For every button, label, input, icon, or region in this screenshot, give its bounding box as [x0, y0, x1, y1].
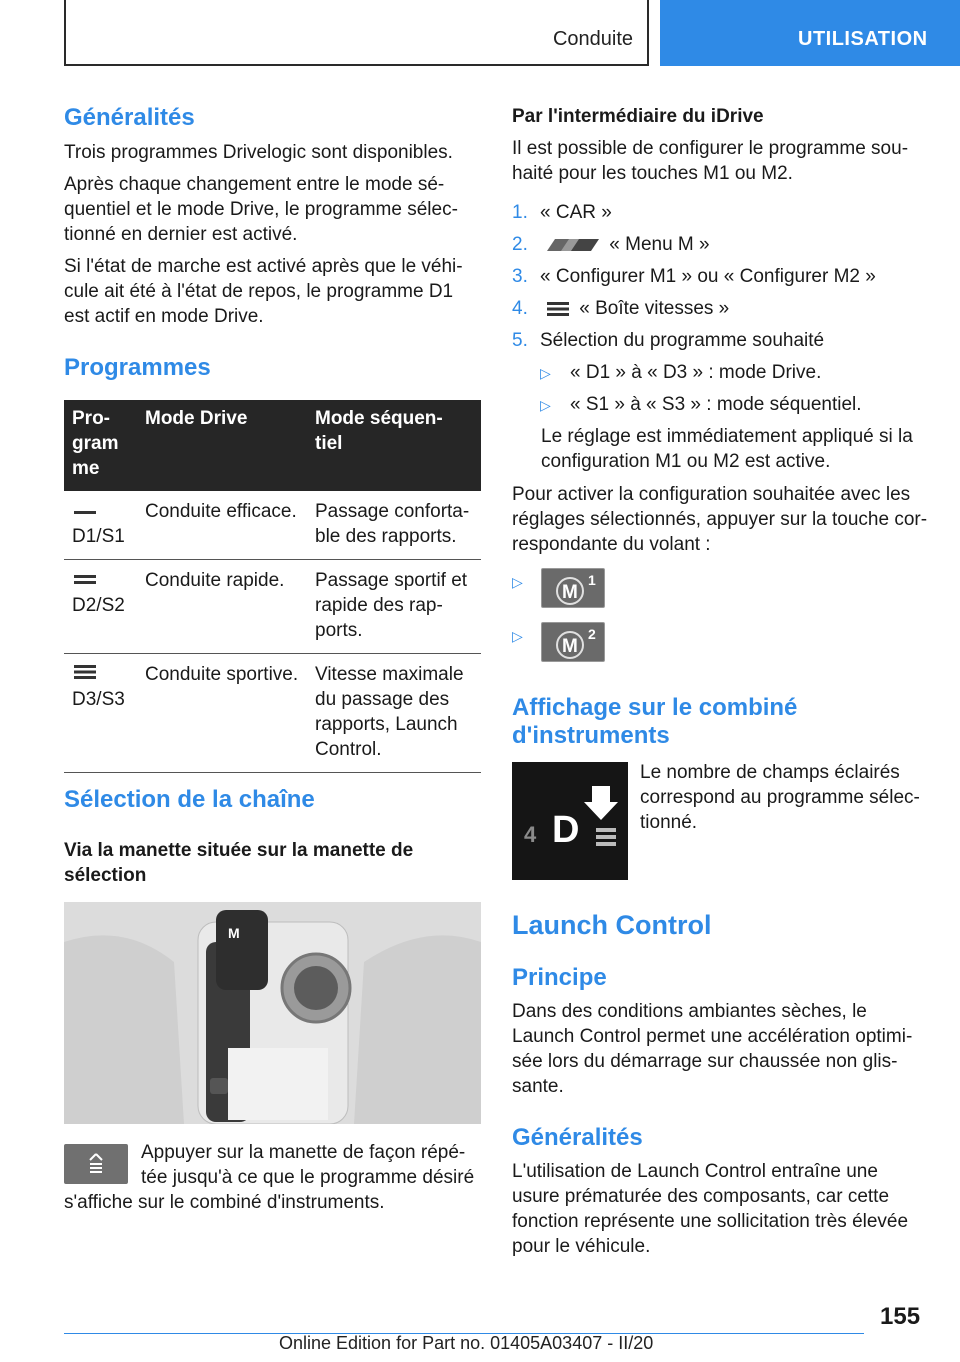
step-1: 1. « CAR » — [512, 202, 612, 223]
section-tab — [660, 0, 960, 66]
paragraph-intro: Trois programmes Drivelogic sont disponibles. — [64, 142, 453, 163]
m2-button — [541, 622, 605, 662]
activer-text: Pour activer la configuration souhaitée avec les réglages sélectionnés, appuyer sur la touche cor- respondante du volant : — [512, 484, 928, 555]
page-number: 155 — [880, 1303, 921, 1330]
svg-text:1: 1 — [588, 572, 596, 588]
section-title: UTILISATION — [798, 28, 928, 50]
programmes-heading: Programmes — [64, 354, 211, 381]
table-row — [64, 654, 481, 773]
step-5: 5. Sélection du programme souhaité — [512, 330, 825, 351]
principe-heading: Principe — [512, 964, 607, 991]
drivelogic-2-icon — [72, 570, 98, 586]
drive-cell: Conduite efficace. — [137, 491, 307, 560]
svg-text:D: D — [552, 809, 580, 851]
drivelogic-1-icon — [72, 501, 98, 517]
header-chapter-box — [64, 0, 649, 66]
substep-sequentiel: ▷ « S1 » à « S3 » : mode séquentiel. — [540, 394, 862, 415]
via-manette-heading: Via la manette située sur la manette de sélection — [64, 840, 414, 886]
instrument-display-image — [512, 762, 628, 880]
program-cell: D3/S3 — [64, 654, 137, 773]
gear-selector-photo — [64, 902, 481, 1124]
bullet-m1: ▷ — [512, 574, 523, 590]
svg-text:M: M — [228, 925, 240, 941]
program-cell: D2/S2 — [64, 560, 137, 654]
generalites-heading: Généralités — [64, 104, 195, 131]
header-mode-sequentiel: Mode séquen- tiel — [307, 400, 481, 491]
m1-button-icon — [542, 569, 606, 609]
affichage-text: Le nombre de champs éclairés correspond au programme sélec- tionné. — [640, 762, 920, 833]
svg-text:M: M — [562, 636, 578, 657]
header-programme: Pro- gram me — [64, 400, 137, 491]
sequential-cell: Passage sportif et rapide des rap- ports. — [307, 560, 481, 654]
paragraph-mode-change: Après chaque changement entre le mode sé- quentiel et le mode Drive, le programme sélec- tionné en dernier est activé. — [64, 174, 458, 245]
svg-text:M: M — [562, 582, 578, 603]
program-cell: D1/S1 — [64, 491, 137, 560]
step-2: 2. « Menu M » — [512, 234, 710, 255]
chapter-title: Conduite — [552, 28, 633, 50]
drivelogic-3-icon — [72, 664, 98, 680]
paragraph-state: Si l'état de marche est activé après que le véhi- cule ait été à l'état de repos, le programme D1 est actif en mode Drive. — [64, 256, 463, 327]
table-header-row — [64, 400, 481, 491]
sequential-cell: Passage conforta- ble des rapports. — [307, 491, 481, 560]
idrive-heading: Par l'intermédiaire du iDrive — [512, 106, 764, 127]
header-mode-drive: Mode Drive — [137, 400, 307, 491]
svg-text:4: 4 — [524, 822, 537, 847]
idrive-text: Il est possible de configurer le programme sou- haité pour les touches M1 ou M2. — [512, 138, 909, 184]
step-4: 4. « Boîte vitesses » — [512, 298, 730, 319]
table-row — [64, 491, 481, 560]
m-menu-icon — [545, 237, 601, 253]
step-3: 3. « Configurer M1 » ou « Configurer M2 » — [512, 266, 876, 287]
programmes-table — [64, 400, 481, 773]
principe-text: Dans des conditions ambiantes sèches, le Launch Control permet une accélération optimi- sée lors du démarrage sur chaussée non glis- sante. — [512, 1001, 913, 1097]
selection-heading: Sélection de la chaîne — [64, 786, 315, 813]
generalites-2-text: L'utilisation de Launch Control entraîne une usure prématurée des composants, car cette fonction représente une sollicitation très élevée pour le véhicule. — [512, 1161, 909, 1257]
drive-cell: Conduite rapide. — [137, 560, 307, 654]
svg-text:2: 2 — [588, 626, 596, 642]
m2-button-icon — [542, 623, 606, 663]
generalites-2-heading: Généralités — [512, 1124, 643, 1151]
gearbox-icon — [545, 301, 571, 317]
affichage-heading: Affichage sur le combiné d'instruments — [512, 694, 798, 749]
m1-button — [541, 568, 605, 608]
substep-drive: ▷ « D1 » à « D3 » : mode Drive. — [540, 362, 822, 383]
table-row — [64, 560, 481, 654]
bullet-m2: ▷ — [512, 628, 523, 644]
drive-cell: Conduite sportive. — [137, 654, 307, 773]
sequential-cell: Vitesse maximale du passage des rapports, Launch Control. — [307, 654, 481, 773]
edition-footer: Online Edition for Part no. 01405A03407 - II/20 — [279, 1333, 654, 1353]
reglage-text: Le réglage est immédiatement appliqué si la configuration M1 ou M2 est active. — [541, 426, 913, 472]
paragraph-appuyer: Appuyer sur la manette de façon répé- tée jusqu'à ce que le programme désiré s'affiche sur le combiné d'instruments. — [64, 1142, 475, 1213]
launch-control-heading: Launch Control — [512, 910, 712, 940]
